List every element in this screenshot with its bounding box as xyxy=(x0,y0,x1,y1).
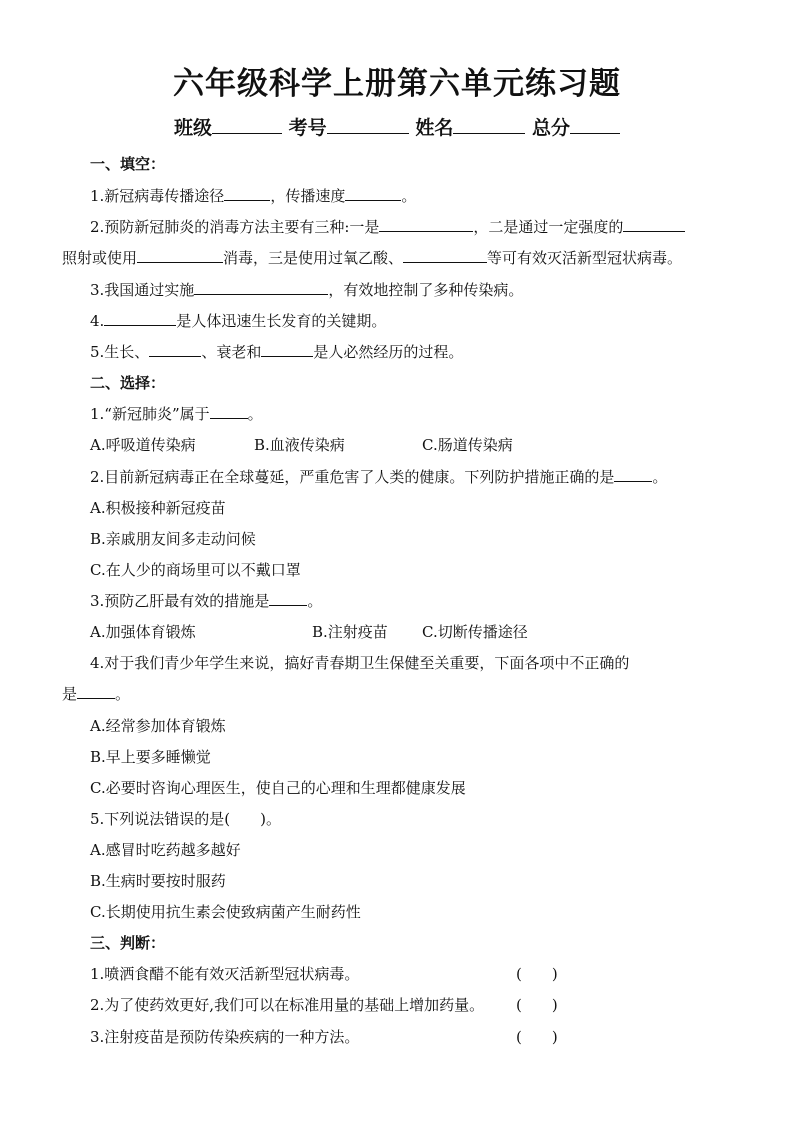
judge-q2-text: 2.为了使药效更好,我们可以在标准用量的基础上增加药量。 xyxy=(90,996,485,1014)
answer-blank[interactable] xyxy=(345,186,401,201)
fill-q5-text: 是人必然经历的过程。 xyxy=(313,343,464,361)
choice-q1 xyxy=(62,404,765,424)
choice-q5-option-a[interactable]: A.感冒时吃药越多越好 xyxy=(90,841,241,859)
choice-q3-text: 3.预防乙肝最有效的措施是 xyxy=(90,592,270,610)
answer-blank[interactable] xyxy=(403,248,487,263)
exam-no-blank[interactable] xyxy=(327,115,409,134)
fill-q3 xyxy=(62,280,765,300)
fill-q4-text: 4. xyxy=(90,312,105,330)
option-a[interactable]: A.加强体育锻炼 xyxy=(90,623,196,641)
page-title: 六年级科学上册第六单元练习题 xyxy=(173,66,621,102)
fill-q5-text: 5.生长、 xyxy=(90,343,150,361)
judge-q2 xyxy=(62,995,765,1015)
answer-paren[interactable]: ( ) xyxy=(516,996,558,1014)
judge-q1-text: 1.喷洒食醋不能有效灭活新型冠状病毒。 xyxy=(90,965,360,983)
fill-q2-text: ，二是通过一定强度的 xyxy=(473,218,624,236)
choice-q5: 5.下列说法错误的是( )。 xyxy=(90,810,282,828)
fill-q3-text: 3.我国通过实施 xyxy=(90,281,195,299)
judge-q1 xyxy=(62,964,765,984)
option-b[interactable]: B.血液传染病 xyxy=(254,436,345,454)
choice-q4: 4.对于我们青少年学生来说，搞好青春期卫生保健至关重要，下面各项中不正确的 xyxy=(90,654,630,672)
answer-paren[interactable]: ( ) xyxy=(516,1028,558,1046)
fill-q4 xyxy=(62,311,765,331)
option-c[interactable]: C.肠道传染病 xyxy=(422,436,513,454)
fill-q2 xyxy=(62,217,765,237)
total-label: 总分 xyxy=(531,117,570,139)
student-info-line xyxy=(0,113,794,140)
choice-q1-text: 。 xyxy=(247,405,263,423)
name-label: 姓名 xyxy=(415,117,454,139)
answer-blank[interactable] xyxy=(269,591,307,606)
answer-blank[interactable] xyxy=(137,248,223,263)
choice-q2-text: 2.目前新冠病毒正在全球蔓延，严重危害了人类的健康。下列防护措施正确的是 xyxy=(90,468,615,486)
fill-q3-text: ，有效地控制了多种传染病。 xyxy=(328,281,524,299)
exam-no-label: 考号 xyxy=(288,117,327,139)
class-label: 班级 xyxy=(174,117,213,139)
answer-blank[interactable] xyxy=(77,684,115,699)
choice-q2 xyxy=(62,467,765,487)
choice-q3-text: 。 xyxy=(307,592,323,610)
choice-q4-option-c[interactable]: C.必要时咨询心理医生，使自己的心理和生理都健康发展 xyxy=(90,779,466,797)
fill-q2-text: 照射或使用 xyxy=(62,249,138,267)
choice-q4-cont xyxy=(62,684,737,704)
answer-blank[interactable] xyxy=(104,311,176,326)
answer-blank[interactable] xyxy=(614,467,652,482)
choice-q3-options xyxy=(62,622,765,642)
answer-blank[interactable] xyxy=(224,186,270,201)
choice-q4-option-b[interactable]: B.早上要多睡懒觉 xyxy=(90,748,211,766)
choice-q4-text: 。 xyxy=(115,685,131,703)
option-c[interactable]: C.切断传播途径 xyxy=(422,623,528,641)
choice-q2-option-a[interactable]: A.积极接种新冠疫苗 xyxy=(90,499,226,517)
section-judge-heading: 三、判断： xyxy=(90,934,166,952)
choice-q2-text: 。 xyxy=(652,468,668,486)
answer-blank[interactable] xyxy=(261,342,313,357)
fill-q1 xyxy=(62,186,765,206)
choice-q4-option-a[interactable]: A.经常参加体育锻炼 xyxy=(90,717,226,735)
choice-q4-text: 是 xyxy=(62,685,78,703)
choice-q2-option-c[interactable]: C.在人少的商场里可以不戴口罩 xyxy=(90,561,301,579)
answer-blank[interactable] xyxy=(194,280,328,295)
answer-blank[interactable] xyxy=(623,217,685,232)
judge-q3-text: 3.注射疫苗是预防传染疾病的一种方法。 xyxy=(90,1028,360,1046)
choice-q5-option-b[interactable]: B.生病时要按时服药 xyxy=(90,872,226,890)
section-fill-heading: 一、填空： xyxy=(90,155,166,173)
fill-q4-text: 是人体迅速生长发育的关键期。 xyxy=(176,312,387,330)
judge-q3 xyxy=(62,1027,765,1047)
fill-q2-text: 消毒，三是使用过氧乙酸、 xyxy=(223,249,404,267)
fill-q5-text: 、衰老和 xyxy=(201,343,262,361)
fill-q1-text: 1.新冠病毒传播途径 xyxy=(90,187,225,205)
fill-q2-text: 2.预防新冠肺炎的消毒方法主要有三种:一是 xyxy=(90,218,380,236)
option-a[interactable]: A.呼吸道传染病 xyxy=(90,436,196,454)
total-blank[interactable] xyxy=(570,115,620,134)
choice-q1-options xyxy=(62,435,765,455)
answer-paren[interactable]: ( ) xyxy=(516,965,558,983)
fill-q5 xyxy=(62,342,765,362)
option-b[interactable]: B.注射疫苗 xyxy=(312,623,388,641)
name-blank[interactable] xyxy=(453,115,525,134)
fill-q1-text: 。 xyxy=(401,187,417,205)
answer-blank[interactable] xyxy=(379,217,473,232)
answer-blank[interactable] xyxy=(149,342,201,357)
choice-q1-text: 1.“新冠肺炎”属于 xyxy=(90,405,210,423)
fill-q2-cont xyxy=(62,248,737,268)
choice-q5-option-c[interactable]: C.长期使用抗生素会使致病菌产生耐药性 xyxy=(90,903,361,921)
choice-q3 xyxy=(62,591,765,611)
fill-q2-text: 等可有效灭活新型冠状病毒。 xyxy=(487,249,683,267)
section-choice-heading: 二、选择： xyxy=(90,374,166,392)
choice-q2-option-b[interactable]: B.亲戚朋友间多走动问候 xyxy=(90,530,256,548)
fill-q1-text: ，传播速度 xyxy=(270,187,346,205)
answer-blank[interactable] xyxy=(210,404,248,419)
class-blank[interactable] xyxy=(212,115,282,134)
